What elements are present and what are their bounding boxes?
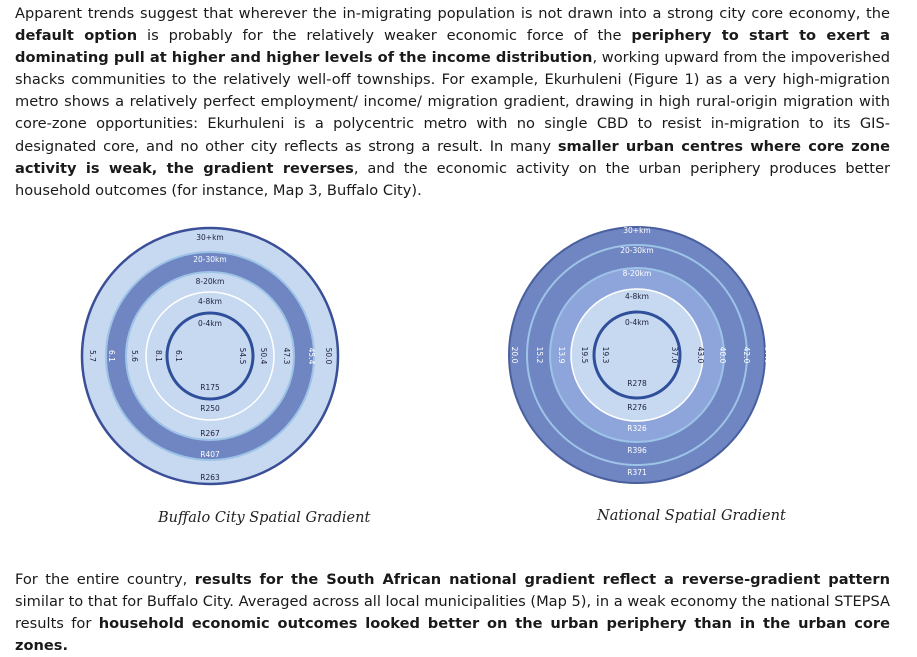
left-value-label: 15.2	[535, 346, 544, 364]
right-value-label: 40.0	[718, 346, 727, 364]
right-value-label: 47.3	[282, 347, 291, 365]
zone-label: 30+km	[623, 226, 651, 235]
zone-label: 20-30km	[193, 255, 227, 264]
paragraph-top-run: default option	[15, 27, 138, 45]
buffalo-city-caption: Buffalo City Spatial Gradient	[158, 510, 371, 526]
paragraph-top-run: , working upward from the impoverished shacks communities to the relatively well-off townships. For example, Ekurhuleni (Figure 1) as a very high-migration metro shows a relatively perfect employment/ income/ migration gradient, drawing in high rural-origin migration with core-zone opportunities: Ekurhuleni is a polycentric metro with no single CBD to resist in-migration to its GIS-designated core, and no other city reflects as strong a result. In many	[15, 49, 890, 155]
income-label: R276	[627, 403, 647, 412]
left-value-label: 19.5	[580, 346, 589, 364]
income-label: R326	[627, 424, 647, 433]
zone-label: 0-4km	[625, 318, 649, 327]
income-label: R371	[627, 468, 647, 477]
paragraph-bottom-run: results for the South African national gradient reflect a reverse-gradient pattern	[194, 571, 890, 588]
right-value-label: 50.0	[324, 347, 333, 365]
national-gradient-diagram	[502, 220, 772, 490]
zone-label: 0-4km	[198, 319, 222, 328]
paragraph-top-run: is probably for the relatively weaker economic force of the	[137, 27, 632, 45]
paragraph-bottom-run: For the entire country,	[15, 571, 195, 588]
paragraph-top-run: smaller urban centres where core zone activity is weak, the gradient reverses	[15, 137, 891, 177]
right-value-label: 43.0	[696, 346, 705, 364]
paragraph-top-run: , and the economic activity on the urban periphery produces better household outcomes (for instance, Map 3, Buffalo City).	[15, 159, 890, 199]
zone-label: 20-30km	[620, 246, 654, 255]
right-value-label: 54.5	[238, 347, 247, 365]
buffalo-city-gradient-diagram	[80, 220, 360, 490]
right-value-label: 45.4	[307, 347, 316, 365]
left-value-label: 5.6	[130, 350, 139, 362]
paragraph-bottom-run: similar to that for Buffalo City. Averaged across all local municipalities (Map 5), in a weak economy the national STEPSA results for	[15, 593, 890, 633]
paragraph-bottom-run: household economic outcomes looked better on the urban periphery than in the urban core zones.	[15, 615, 890, 655]
income-label: R267	[200, 429, 220, 438]
left-value-label: 5.7	[88, 350, 97, 362]
left-value-label: 6.1	[174, 350, 183, 362]
income-label: R263	[200, 473, 220, 482]
zone-label: 4-8km	[198, 297, 222, 306]
zone-label: 8-20km	[622, 269, 652, 278]
income-label: R250	[200, 404, 220, 413]
zone-label: 8-20km	[195, 277, 225, 286]
income-label: R396	[627, 446, 647, 455]
left-value-label: 8.1	[154, 350, 163, 362]
right-value-label: 50.4	[259, 347, 268, 365]
left-value-label: 19.3	[601, 346, 610, 364]
zone-label: 4-8km	[625, 292, 649, 301]
zone-label: 30+km	[196, 233, 224, 242]
paragraph-top	[15, 3, 890, 202]
right-value-label: 37.0	[670, 346, 679, 364]
national-caption: National Spatial Gradient	[597, 508, 786, 524]
left-value-label: 20.0	[510, 346, 519, 364]
right-value-label: 42.0	[742, 346, 751, 364]
income-label: R175	[200, 383, 220, 392]
income-label: R278	[627, 379, 647, 388]
income-label: R407	[200, 450, 220, 459]
right-value-label: 37.0	[763, 346, 772, 364]
paragraph-top-run: Apparent trends suggest that wherever the in-migrating population is not drawn into a strong city core economy, the	[15, 5, 890, 22]
left-value-label: 13.9	[557, 346, 566, 364]
paragraph-top-run: periphery to start to exert a dominating pull at higher and higher levels of the income distribution	[15, 27, 890, 67]
left-value-label: 6.1	[107, 350, 116, 362]
